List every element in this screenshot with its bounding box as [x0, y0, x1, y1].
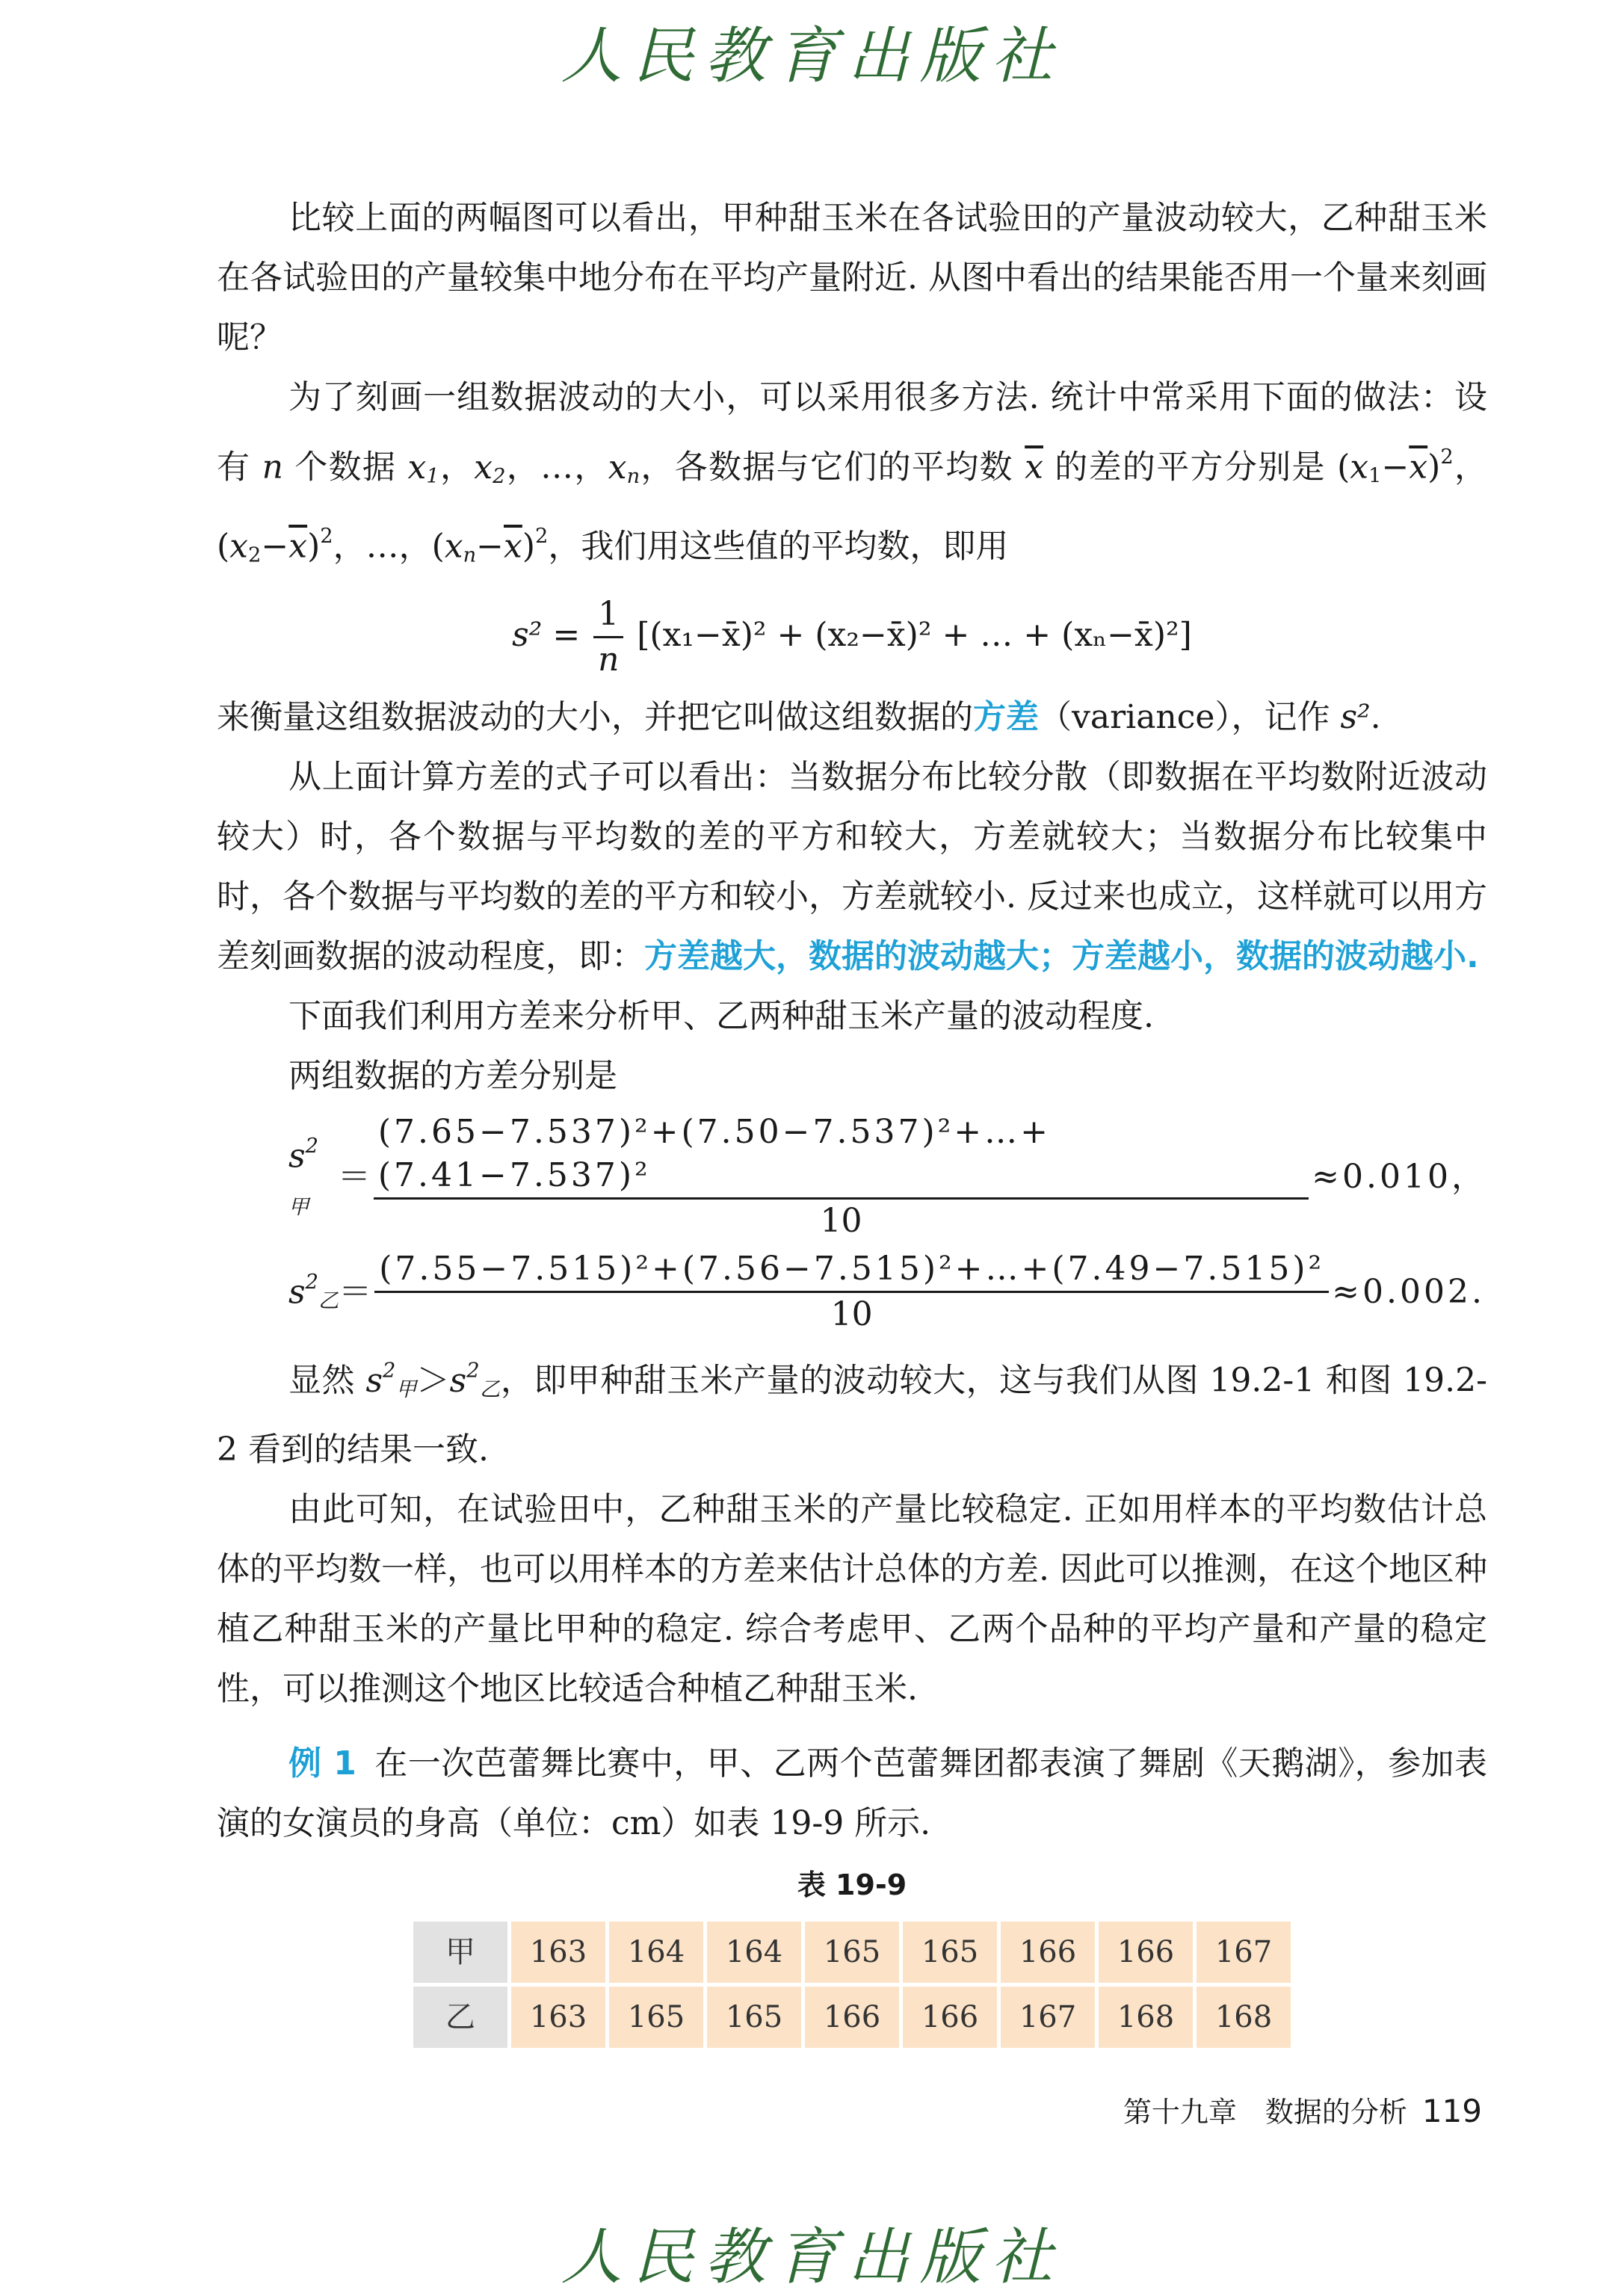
paragraph-3: 来衡量这组数据波动的大小，并把它叫做这组数据的方差（variance），记作 s².: [217, 698, 1381, 737]
table-cell: 166: [903, 1987, 997, 2048]
result-yi: ≈0.002.: [1332, 1272, 1485, 1311]
text-run: 的差的平方分别是: [1043, 448, 1338, 487]
variance-symbol: s²: [1340, 698, 1371, 737]
text-run: ，各数据与它们的平均数: [640, 448, 1025, 487]
table-title: 表 19-9: [797, 1868, 907, 1901]
formula-fraction: $\frac{1}{n}$: [593, 593, 623, 682]
table-cell: 166: [805, 1987, 899, 2048]
page-footer: [1123, 2089, 1482, 2130]
text-run: 为了刻画一组数据波动的大小，可以采用很多方法. 统计中常采用下面的做法：设有: [217, 378, 1487, 487]
table-cell: 163: [511, 1987, 605, 2048]
example-label: 例 1: [288, 1744, 356, 1783]
text-run: 来衡量这组数据波动的大小，并把它叫做这组数据的: [217, 698, 973, 737]
paragraph-5: 下面我们利用方差来分析甲、乙两种甜玉米产量的波动程度.: [288, 997, 1154, 1036]
fraction-jia: $\frac{\text{(7.65−7.537)²+(7.50−7.537)²+…+(7.41−7.537)²}}{10}$: [374, 1111, 1309, 1243]
variance-formula: [217, 593, 1487, 682]
table-cell: 164: [707, 1922, 801, 1983]
example-1: [217, 1734, 1487, 1854]
paragraph-1: 比较上面的两幅图可以看出，甲种甜玉米在各试验田的产量波动较大，乙种甜玉米在各试验田的产量较集中地分布在平均产量附近. 从图中看出的结果能否用一个量来刻画呢？: [217, 199, 1487, 357]
table-cell: 167: [1001, 1987, 1095, 2048]
chapter-title: 第十九章 数据的分析: [1123, 2096, 1407, 2129]
table-row: [413, 1987, 1291, 2048]
table-cell: 165: [707, 1987, 801, 2048]
var-n: n: [262, 448, 283, 487]
var-xbar: $\overline{x}$: [1025, 448, 1043, 487]
table-cell: 166: [1099, 1922, 1193, 1983]
paragraph-4: [217, 747, 1487, 987]
table-cell: 163: [511, 1922, 605, 1983]
paragraph-7: 显然 $s^2_甲>s^2_乙$，即甲种甜玉米产量的波动较大，这与我们从图 19.2-1 和图 19.2-2 看到的结果一致.: [217, 1359, 1487, 1469]
table-cell: 167: [1197, 1922, 1291, 1983]
paragraph-2: 为了刻画一组数据波动的大小，可以采用很多方法. 统计中常采用下面的做法：设有 n 个数据 $x_1$，$x_2$，…，$x_n$，各数据与它们的平均数 $\overline{x}$ 的差的平方分别是 $(x_1-\overline{x})^2$，$(x_2-\overline{x})^2$，…，$(x_n-\overline{x})^2$，我们用这些值的平均数，即用: [217, 378, 1487, 567]
text-run: ，即甲种甜玉米产量的波动较大，这与我们从图 19.2-1 和图 19.2-2 看到的结果一致.: [217, 1361, 1487, 1469]
formula-body: [(x₁−x̄)² + (x₂−x̄)² + … + (xₙ−x̄)²]: [637, 616, 1192, 655]
table-cell: 168: [1099, 1987, 1193, 2048]
result-jia: ≈0.010，: [1312, 1157, 1487, 1196]
example-text: 在一次芭蕾舞比赛中，甲、乙两个芭蕾舞团都表演了舞剧《天鹅湖》，参加表演的女演员的身高（单位：cm）如表 19-9 所示.: [217, 1744, 1487, 1842]
heights-table: [410, 1918, 1294, 2052]
variance-yi: $s^2_乙$ ＝ $\frac{\text{(7.55−7.515)²+(7.56−7.515)²+…+(7.49−7.515)²}}{10}$ ≈0.002.: [288, 1247, 1487, 1336]
table-cell: 165: [805, 1922, 899, 1983]
symbol-s-yi: $s^2_乙$: [288, 1270, 339, 1313]
key-conclusion: 方差越大，数据的波动越大；方差越小，数据的波动越小.: [644, 937, 1479, 976]
text-run: （variance），记作: [1039, 698, 1341, 737]
paragraph-6: 两组数据的方差分别是: [288, 1057, 617, 1096]
publisher-watermark-top: 人民教育出版社: [561, 21, 1063, 92]
variance-jia: $s^2_甲$ ＝ $\frac{\text{(7.65−7.537)²+(7.50−7.537)²+…+(7.41−7.537)²}}{10}$ ≈0.010，: [288, 1111, 1487, 1243]
table-cell: 164: [609, 1922, 703, 1983]
term-variance: 方差: [973, 698, 1039, 737]
symbol-s-jia: $s^2_甲$: [288, 1134, 318, 1219]
var-x2: $x_2$: [474, 448, 506, 488]
table-row: [413, 1922, 1291, 1983]
publisher-watermark-bottom: 人民教育出版社: [561, 2222, 1063, 2293]
page-content: [217, 188, 1487, 2052]
table-cell: 168: [1197, 1987, 1291, 2048]
text-run: 显然: [288, 1361, 366, 1400]
table-cell: 165: [609, 1987, 703, 2048]
table-cell: 165: [903, 1922, 997, 1983]
paragraph-8: 由此可知，在试验田中，乙种甜玉米的产量比较稳定. 正如用样本的平均数估计总体的平均数一样，也可以用样本的方差来估计总体的方差. 因此可以推测，在这个地区种植乙种甜玉米的产量比甲种的稳定. 综合考虑甲、乙两个品种的平均产量和产量的稳定性，可以推测这个地区比较适合种植乙种甜玉米.: [217, 1490, 1487, 1708]
fraction-yi: $\frac{\text{(7.55−7.515)²+(7.56−7.515)²+…+(7.49−7.515)²}}{10}$: [374, 1247, 1329, 1336]
table-cell: 166: [1001, 1922, 1095, 1983]
var-x1: $x_1$: [407, 448, 439, 488]
text-run: 从上面计算方差的式子可以看出：当数据分布比较分散（即数据在平均数附近波动较大）时，各个数据与平均数的差的平方和较大，方差就较大；当数据分布比较集中时，各个数据与平均数的差的平方和较小，方差就较小. 反过来也成立，这样就可以用方差刻画数据的波动程度，即：: [217, 758, 1487, 976]
row-header: 甲: [413, 1922, 507, 1983]
text-run: ，我们用这些值的平均数，即用: [548, 527, 1009, 566]
page-number: 119: [1421, 2093, 1482, 2129]
row-header: 乙: [413, 1987, 507, 2048]
formula-lhs: s² =: [512, 616, 581, 655]
text-run: 个数据: [282, 448, 408, 487]
var-xn: $x_n$: [608, 448, 640, 488]
